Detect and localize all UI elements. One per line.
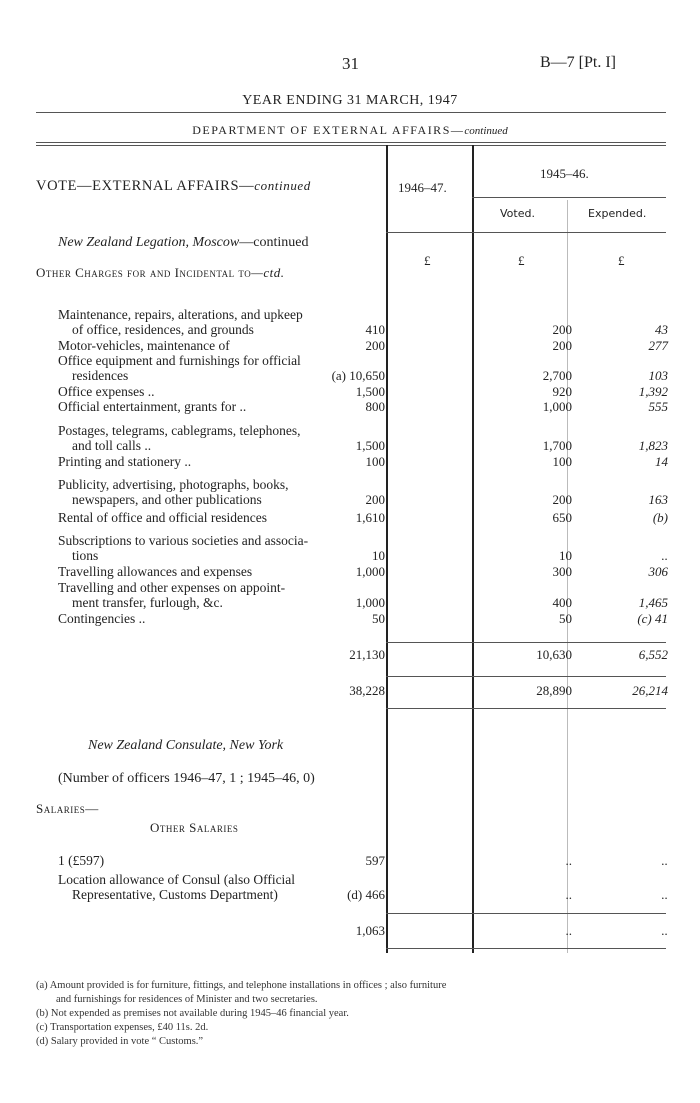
amount-expended: .. [661,548,668,563]
vote-title: VOTE—EXTERNAL AFFAIRS—continued [36,178,311,194]
amount-expended: 163 [648,492,668,507]
row-label: Publicity, advertising, photographs, books, [58,477,289,492]
subtotal-voted: 10,630 [536,647,572,662]
salaries-heading: Salaries— [36,801,99,816]
row-label: Travelling and other expenses on appoint- [58,580,286,595]
amount-1946-47: 1,500 [355,384,385,399]
divider [36,142,666,143]
amount-expended: 555 [648,399,668,414]
row-label: Location allowance of Consul (also Official [58,872,296,887]
amount-expended: 1,823 [638,438,668,453]
amount-expended: .. [661,853,668,868]
header-rule [472,197,666,198]
total-rule [386,948,666,949]
amount-1946-47: (d) 466 [347,887,385,902]
amount-1946-47: 800 [365,399,385,414]
divider [36,145,666,146]
amount-voted: 200 [552,322,572,337]
divider [36,112,666,113]
total-rule [386,708,666,709]
amount-1946-47: 10 [372,548,385,563]
row-label: of office, residences, and grounds [72,322,254,337]
total-rule [386,676,666,677]
year-title: YEAR ENDING 31 MARCH, 1947 [242,93,458,108]
row-label: Office equipment and furnishings for official [58,353,301,368]
legation-heading: New Zealand Legation, Moscow—continued [58,235,309,250]
amount-expended: 14 [655,454,668,469]
subtotal-rule [386,642,666,643]
consulate-total-1946-47: 1,063 [355,923,385,938]
amount-1946-47: 410 [365,322,385,337]
amount-1946-47: 100 [365,454,385,469]
amount-voted: 10 [559,548,572,563]
amount-1946-47: 1,000 [355,564,385,579]
footnote-c: (c) Transportation expenses, £40 11s. 2d. [36,1022,209,1033]
row-label: Rental of office and official residences [58,510,268,525]
row-label: Travelling allowances and expenses [58,564,253,579]
amount-voted: 920 [552,384,572,399]
officers-count: (Number of officers 1946–47, 1 ; 1945–46, 0) [58,771,315,786]
subtotal-expended: 6,552 [638,647,668,662]
amount-voted: 400 [552,595,572,610]
row-label: newspapers, and other publications [72,492,262,507]
amount-1946-47: 200 [365,338,385,353]
amount-1946-47: 1,500 [355,438,385,453]
row-label: Motor-vehicles, maintenance of [58,338,230,353]
footnote-a: (a) Amount provided is for furniture, fittings, and telephone installations in offices ; also furniture [36,980,447,991]
column-header-expended: Expended. [588,207,647,220]
row-label: residences [72,368,129,383]
amount-1946-47: 50 [372,611,385,626]
amount-voted: .. [565,853,572,868]
currency-symbol: £ [618,253,625,268]
amount-voted: 100 [552,454,572,469]
column-header-voted: Voted. [500,207,535,220]
total-voted: 28,890 [536,683,572,698]
amount-1946-47: 597 [365,853,385,868]
amount-expended: 103 [648,368,668,383]
amount-voted: 2,700 [542,368,572,383]
column-header-1945-46: 1945–46. [540,166,589,181]
amount-voted: .. [565,887,572,902]
amount-voted: 1,700 [542,438,572,453]
amount-voted: 50 [559,611,572,626]
amount-1946-47: 1,000 [355,595,385,610]
amount-expended: 306 [648,564,668,579]
row-label: Representative, Customs Department) [72,887,278,902]
amount-voted: 200 [552,492,572,507]
row-label: tions [72,548,99,563]
document-reference: B—7 [Pt. I] [540,54,616,71]
total-expended: 26,214 [632,683,668,698]
amount-expended: (b) [652,510,668,525]
row-label: Subscriptions to various societies and associa- [58,533,309,548]
row-label: Contingencies .. [58,611,146,626]
department-title: DEPARTMENT OF EXTERNAL AFFAIRS—continued [192,123,508,137]
column-rule [472,145,474,953]
currency-symbol: £ [424,253,431,268]
other-salaries-heading: Other Salaries [150,820,239,835]
footnote-d: (d) Salary provided in vote “ Customs.” [36,1036,204,1047]
row-label: and toll calls .. [72,438,152,453]
column-rule [386,145,388,953]
column-header-1946-47: 1946–47. [398,180,447,195]
row-label: ment transfer, furlough, &c. [72,595,223,610]
total-1946-47: 38,228 [349,683,385,698]
amount-voted: 650 [552,510,572,525]
amount-expended: 1,465 [638,595,668,610]
page-number: 31 [342,54,359,73]
amount-1946-47: 200 [365,492,385,507]
footnote-b: (b) Not expended as premises not available during 1945–46 financial year. [36,1008,349,1019]
amount-1946-47: (a) 10,650 [331,368,385,383]
amount-expended: .. [661,887,668,902]
row-label: Printing and stationery .. [58,454,192,469]
header-rule [386,232,666,233]
amount-expended: 1,392 [638,384,668,399]
amount-expended: (c) 41 [637,611,668,626]
row-label: Official entertainment, grants for .. [58,399,247,414]
row-label: 1 (£597) [58,853,105,868]
total-rule [386,913,666,914]
currency-symbol: £ [518,253,525,268]
other-charges-heading: Other Charges for and Incidental to—ctd. [36,265,285,280]
consulate-total-expended: .. [661,923,668,938]
amount-voted: 200 [552,338,572,353]
amount-expended: 43 [655,322,668,337]
amount-voted: 300 [552,564,572,579]
amount-expended: 277 [648,338,668,353]
consulate-heading: New Zealand Consulate, New York [88,738,284,753]
amount-1946-47: 1,610 [355,510,385,525]
footnote-a-continued: and furnishings for residences of Minister and two secretaries. [56,994,318,1005]
row-label: Office expenses .. [58,384,155,399]
consulate-total-voted: .. [565,923,572,938]
amount-voted: 1,000 [542,399,572,414]
subtotal-1946-47: 21,130 [349,647,385,662]
row-label: Maintenance, repairs, alterations, and upkeep [58,307,303,322]
row-label: Postages, telegrams, cablegrams, telephones, [58,423,301,438]
